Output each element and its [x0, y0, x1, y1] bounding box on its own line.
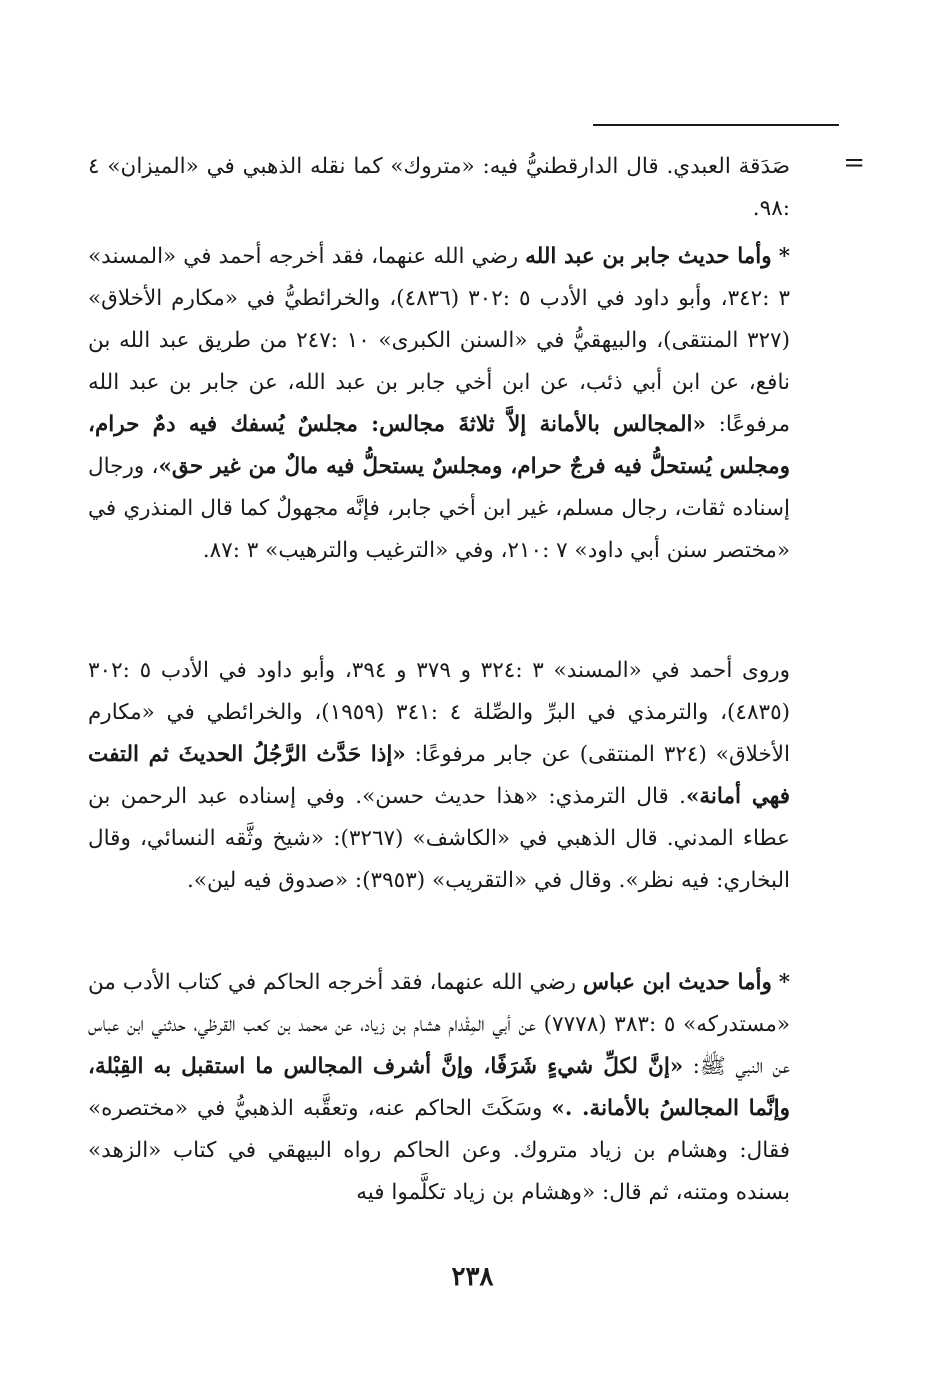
- paragraph-text: رضي الله عنهما، فقد أخرجه أحمد في «المسند» ٣ :٣٤٢، وأبو داود في الأدب ٥ :٣٠٢ (٤٨٣٦)، والخرائطيُّ في «مكارم الأخلاق» (٣٢٧ المنتقى)، والبيهقيُّ في «السنن الكبرى» ١٠ :٢٤٧ من طريق عبد الله بن نافع، عن ابن أبي ذئب، عن ابن أخي جابر بن عبد الله، عن جابر بن عبد الله مرفوعًا:: [88, 244, 790, 437]
- paragraph-jabir: [88, 236, 790, 572]
- paragraph-text: رضي الله عنهما، فقد أخرجه الحاكم في كتاب الأدب من «مستدركه» ٥ :٣٨٣ (٧٧٧٨) عن أبي المِقْدام هشام بن زياد، عن محمد بن كعب القرظي، حدثني ابن عباس عن النبي ﷺ:: [88, 970, 790, 1079]
- paragraph-ibn-abbas: [88, 962, 790, 1214]
- paragraph-text: وسَكَتَ الحاكم عنه، وتعقَّبه الذهبيُّ في «مختصره» فقال: وهشام بن زياد متروك. وعن الحاكم رواه البيهقي في كتاب «الزهد» بسنده ومتنه، ثم قال: «وهشام بن زياد تكلَّموا فيه: [88, 1096, 790, 1205]
- paragraph-lead: وأما حديث جابر بن عبد الله: [525, 244, 772, 269]
- paragraph-text: وروى أحمد في «المسند» ٣ :٣٢٤ و ٣٧٩ و ٣٩٤، وأبو داود في الأدب ٥ :٣٠٢ (٤٨٣٥)، والترمذي في البرِّ والصِّلة ٤ :٣٤١ (١٩٥٩)، والخرائطي في «مكارم الأخلاق» (٣٢٤ المنتقى) عن جابر مرفوعًا:: [88, 658, 791, 767]
- footnote-continuation: [88, 146, 790, 230]
- hadith-text: «إنَّ لكلِّ شيءٍ شَرَفًا، وإنَّ أشرف المجالس ما استقبل به القِبْلة، وإنَّما المجالسُ بالأمانة. .»: [88, 1054, 790, 1121]
- paragraph-jabir-second: [88, 650, 790, 902]
- hadith-text: «المجالس بالأمانة إلاَّ ثلاثةَ مجالس: مجلسٌ يُسفك فيه دمٌ حرام، ومجلس يُستحلُّ فيه فرجٌ حرام، ومجلسٌ يستحلُّ فيه مالٌ من غير حق»: [88, 412, 790, 479]
- footnote-separator-rule: [593, 124, 839, 126]
- paragraph-lead: وأما حديث ابن عباس: [582, 970, 772, 995]
- paragraph-text: . قال الترمذي: «هذا حديث حسن». وفي إسناده عبد الرحمن بن عطاء المدني. قال الذهبي في «الكاشف» (٣٢٦٧): «شيخ وثَّقه النسائي، وقال البخاري: فيه نظر». وقال في «التقريب» (٣٩٥٣): «صدوق فيه لين».: [88, 784, 790, 893]
- continuation-marker: =: [843, 148, 865, 178]
- page-number: ٢٣٨: [451, 1262, 494, 1292]
- hadith-text: «إذا حَدَّث الرَّجُلُ الحديثَ ثم التفت فهي أمانة»: [88, 742, 790, 809]
- footnote-text: صَدَقة العبدي. قال الدارقطنيُّ فيه: «متروك» كما نقله الذهبي في «الميزان» ٤ :٩٨.: [88, 154, 790, 221]
- paragraph-text: ، ورجال إسناده ثقات، رجال مسلم، غير ابن أخي جابر، فإنَّه مجهولٌ كما قال المنذري في «مختصر سنن أبي داود» ٧ :٢١٠، وفي «الترغيب والترهيب» ٣ :٨٧.: [88, 454, 790, 563]
- asterisk-marker: *: [778, 970, 790, 995]
- asterisk-marker: *: [778, 244, 790, 269]
